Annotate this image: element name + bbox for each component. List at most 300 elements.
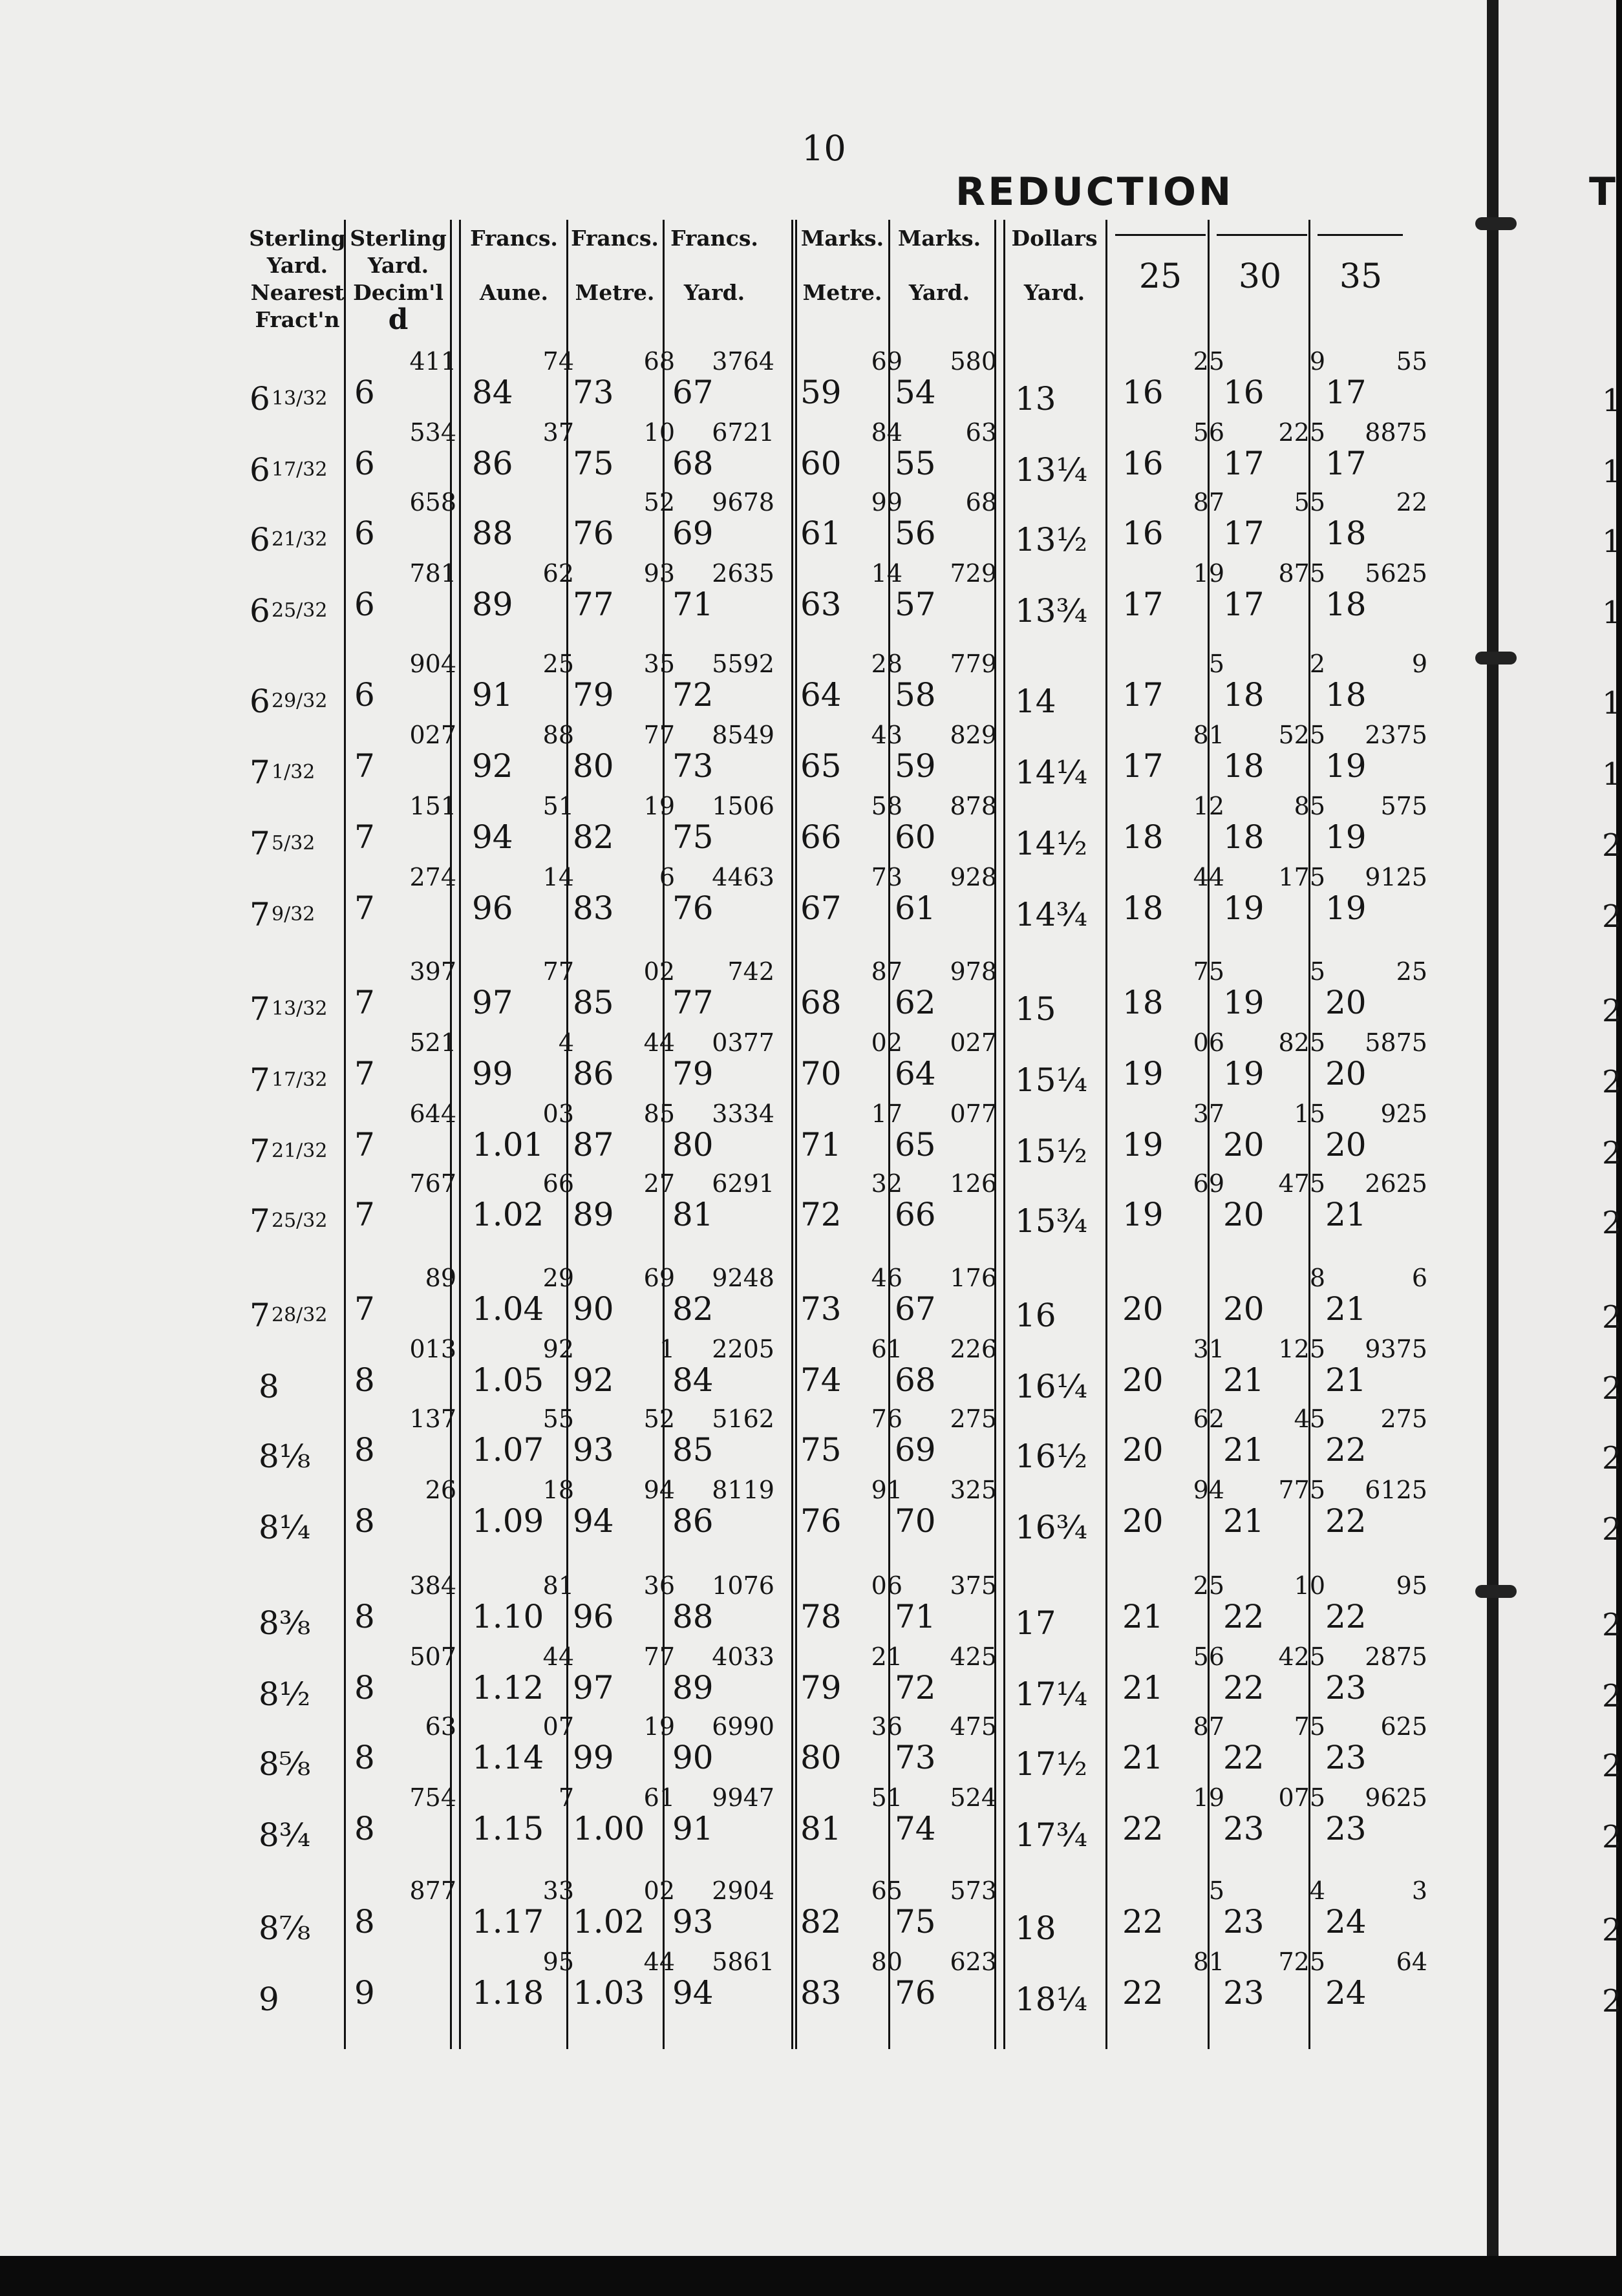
decimal-fraction: 754 (409, 1783, 456, 1812)
dollars-yard-value: 18¼ (1015, 1981, 1088, 2018)
nearest-fraction-part: 17/32 (272, 1068, 328, 1091)
francs-metre-whole: 73 (573, 374, 614, 411)
decimal-fraction: 013 (409, 1335, 456, 1363)
header-francs-aune-top: Francs. (470, 226, 558, 251)
francs-metre-fraction: 35 (643, 650, 675, 678)
decimal-whole: 7 (354, 1196, 375, 1233)
dollars-yard-value: 13¾ (1015, 592, 1088, 630)
pct25-fraction: 87 (1193, 488, 1224, 516)
pct25-whole: 19 (1122, 1055, 1164, 1092)
header-marks-yard-bottom: Yard. (908, 280, 970, 305)
francs-metre-whole: 82 (573, 818, 614, 856)
next-page-digit: 1 (1602, 454, 1622, 490)
francs-metre-whole: 96 (573, 1598, 614, 1635)
marks-yard-whole: 68 (895, 1361, 936, 1399)
marks-yard-fraction: 524 (950, 1783, 997, 1812)
column-rule (1105, 220, 1107, 2049)
nearest-fraction-whole: 6 (250, 451, 270, 489)
column-rule (791, 220, 793, 2049)
marks-yard-whole: 61 (895, 889, 936, 927)
next-page-digit: 2 (1602, 1135, 1622, 1171)
francs-aune-whole: 1.12 (472, 1669, 544, 1706)
marks-yard-whole: 65 (895, 1126, 936, 1164)
marks-yard-fraction: 779 (950, 650, 997, 678)
pct35-whole: 20 (1325, 1055, 1367, 1092)
pct35-whole: 20 (1325, 984, 1367, 1021)
next-page-edge (1499, 0, 1616, 2256)
marks-metre-fraction: 80 (871, 1948, 902, 1976)
header-francs-aune-bottom: Aune. (479, 280, 549, 305)
pct30-fraction: 425 (1278, 1642, 1325, 1671)
francs-metre-fraction: 69 (643, 1264, 675, 1292)
marks-metre-fraction: 14 (871, 559, 902, 588)
marks-metre-fraction: 43 (871, 721, 902, 749)
marks-metre-fraction: 51 (871, 1783, 902, 1812)
francs-metre-fraction: 52 (643, 488, 675, 516)
pct30-fraction: 45 (1294, 1405, 1325, 1433)
header-francs-metre-bottom: Metre. (575, 280, 655, 305)
francs-yard-fraction: 8549 (712, 721, 774, 749)
pct35-whole: 19 (1325, 889, 1367, 927)
marks-metre-whole: 72 (800, 1196, 842, 1233)
marks-yard-whole: 70 (895, 1502, 936, 1540)
francs-metre-fraction: 02 (643, 957, 675, 986)
marks-yard-fraction: 176 (950, 1264, 997, 1292)
francs-aune-fraction: 18 (542, 1476, 574, 1504)
pct35-whole: 21 (1325, 1361, 1367, 1399)
marks-yard-fraction: 829 (950, 721, 997, 749)
marks-yard-whole: 57 (895, 586, 936, 623)
nearest-fraction-whole: 6 (250, 683, 270, 720)
francs-yard-whole: 89 (672, 1669, 714, 1706)
header-sterling-decimal-line: Decim'l (353, 280, 443, 305)
francs-yard-fraction: 9248 (712, 1264, 774, 1292)
marks-metre-whole: 76 (800, 1502, 842, 1540)
marks-yard-whole: 76 (895, 1974, 936, 2012)
francs-aune-fraction: 88 (542, 721, 574, 749)
marks-metre-whole: 81 (800, 1810, 842, 1847)
column-rule (344, 220, 346, 2049)
marks-metre-fraction: 99 (871, 488, 902, 516)
pct25-fraction: 81 (1193, 721, 1224, 749)
marks-yard-fraction: 027 (950, 1028, 997, 1057)
header-sterling-nearest-line: Fract'n (255, 307, 340, 332)
decimal-whole: 8 (354, 1431, 375, 1469)
next-page-digit: 1 (1602, 685, 1622, 721)
francs-aune-whole: 94 (472, 818, 513, 856)
marks-yard-fraction: 475 (950, 1712, 997, 1741)
pct25-fraction: 44 (1193, 863, 1224, 891)
pct25-whole: 17 (1122, 747, 1164, 785)
header-marks-metre-top: Marks. (800, 226, 884, 251)
marks-metre-whole: 65 (800, 747, 842, 785)
decimal-whole: 7 (354, 747, 375, 785)
francs-yard-fraction: 5592 (712, 650, 774, 678)
francs-metre-fraction: 94 (643, 1476, 675, 1504)
pct25-fraction: 06 (1193, 1028, 1224, 1057)
dollars-yard-value: 16¾ (1015, 1509, 1088, 1546)
pct25-whole: 20 (1122, 1502, 1164, 1540)
francs-metre-whole: 75 (573, 445, 614, 482)
francs-aune-fraction: 55 (542, 1405, 574, 1433)
pct30-fraction: 5 (1309, 957, 1325, 986)
francs-metre-whole: 83 (573, 889, 614, 927)
decimal-whole: 8 (354, 1810, 375, 1847)
marks-metre-whole: 73 (800, 1290, 842, 1328)
nearest-fraction-part: 13/32 (272, 997, 328, 1020)
pct25-fraction: 25 (1193, 1571, 1224, 1600)
header-francs-yard-bottom: Yard. (683, 280, 745, 305)
decimal-whole: 6 (354, 676, 375, 714)
francs-yard-fraction: 5861 (712, 1948, 774, 1976)
pct25-fraction: 94 (1193, 1476, 1224, 1504)
marks-yard-whole: 62 (895, 984, 936, 1021)
francs-metre-fraction: 02 (643, 1876, 675, 1905)
page-number: 10 (802, 128, 846, 169)
francs-aune-whole: 1.18 (472, 1974, 544, 2012)
dollars-yard-value: 13 (1015, 380, 1056, 418)
francs-metre-fraction: 1 (659, 1335, 675, 1363)
marks-metre-fraction: 87 (871, 957, 902, 986)
francs-yard-whole: 68 (672, 445, 714, 482)
francs-yard-fraction: 8119 (712, 1476, 774, 1504)
marks-yard-fraction: 63 (965, 418, 997, 447)
header-sterling-nearest-line: Sterling (249, 226, 346, 251)
nearest-fraction: 8½ (259, 1675, 311, 1713)
pct25-whole: 18 (1122, 818, 1164, 856)
marks-metre-fraction: 73 (871, 863, 902, 891)
next-page-digit: 1 (1602, 524, 1622, 560)
column-rule (795, 220, 797, 2049)
francs-aune-fraction: 77 (542, 957, 574, 986)
francs-metre-whole: 80 (573, 747, 614, 785)
decimal-fraction: 411 (409, 347, 456, 376)
decimal-fraction: 137 (409, 1405, 456, 1433)
pct25-whole: 22 (1122, 1810, 1164, 1847)
marks-yard-whole: 69 (895, 1431, 936, 1469)
marks-metre-fraction: 84 (871, 418, 902, 447)
decimal-whole: 6 (354, 374, 375, 411)
nearest-fraction-part: 17/32 (272, 458, 328, 481)
francs-aune-whole: 1.04 (472, 1290, 544, 1328)
pct35-fraction: 5875 (1365, 1028, 1427, 1057)
pct35-whole: 24 (1325, 1903, 1367, 1940)
pct25-fraction: 19 (1193, 559, 1224, 588)
pct30-fraction: 9 (1309, 347, 1325, 376)
next-page-title-fragment: T (1589, 169, 1616, 215)
header-sterling-decimal-line: d (388, 303, 409, 336)
pct30-fraction: 4 (1309, 1876, 1325, 1905)
pct25-whole: 22 (1122, 1974, 1164, 2012)
pct30-fraction: 75 (1294, 1712, 1325, 1741)
pct35-whole: 18 (1325, 676, 1367, 714)
pct25-fraction: 37 (1193, 1100, 1224, 1128)
nearest-fraction: 8¾ (259, 1816, 311, 1854)
dollars-yard-value: 17¼ (1015, 1675, 1088, 1713)
pct35-whole: 19 (1325, 818, 1367, 856)
pct30-whole: 22 (1223, 1739, 1265, 1776)
pct35-fraction: 2375 (1365, 721, 1427, 749)
decimal-fraction: 767 (409, 1169, 456, 1198)
nearest-fraction-whole: 7 (250, 1132, 270, 1170)
pct25-fraction: 62 (1193, 1405, 1224, 1433)
header-francs-metre-top: Francs. (571, 226, 659, 251)
francs-aune-whole: 86 (472, 445, 513, 482)
pct25-whole: 17 (1122, 676, 1164, 714)
dollars-yard-value: 14¾ (1015, 896, 1088, 933)
francs-yard-fraction: 1506 (712, 792, 774, 820)
pct30-whole: 19 (1223, 1055, 1265, 1092)
francs-yard-whole: 77 (672, 984, 714, 1021)
nearest-fraction-part: 9/32 (272, 903, 315, 926)
dollars-yard-value: 16¼ (1015, 1368, 1088, 1405)
header-sterling-nearest-line: Yard. (266, 253, 328, 278)
marks-yard-whole: 74 (895, 1810, 936, 1847)
pct30-fraction: 15 (1294, 1100, 1325, 1128)
pct35-fraction: 25 (1396, 957, 1427, 986)
pct25-fraction: 31 (1193, 1335, 1224, 1363)
pct30-fraction: 2 (1309, 650, 1325, 678)
marks-metre-whole: 75 (800, 1431, 842, 1469)
marks-metre-whole: 74 (800, 1361, 842, 1399)
pct30-fraction: 225 (1278, 418, 1325, 447)
pct30-fraction: 875 (1278, 559, 1325, 588)
francs-metre-whole: 92 (573, 1361, 614, 1399)
pct30-fraction: 10 (1294, 1571, 1325, 1600)
column-rule (1003, 220, 1005, 2049)
marks-metre-fraction: 02 (871, 1028, 902, 1057)
marks-yard-whole: 67 (895, 1290, 936, 1328)
decimal-fraction: 534 (409, 418, 456, 447)
francs-aune-whole: 1.17 (472, 1903, 544, 1940)
decimal-fraction: 26 (425, 1476, 456, 1504)
pct30-whole: 23 (1223, 1974, 1265, 2012)
francs-metre-fraction: 61 (643, 1783, 675, 1812)
marks-metre-fraction: 61 (871, 1335, 902, 1363)
dollars-yard-value: 16½ (1015, 1438, 1088, 1475)
next-page-digit: 2 (1602, 1370, 1622, 1407)
pct25-whole: 16 (1122, 374, 1164, 411)
marks-metre-whole: 83 (800, 1974, 842, 2012)
decimal-whole: 8 (354, 1598, 375, 1635)
francs-metre-whole: 87 (573, 1126, 614, 1164)
marks-metre-fraction: 58 (871, 792, 902, 820)
pct25-fraction: 75 (1193, 957, 1224, 986)
decimal-whole: 6 (354, 445, 375, 482)
francs-metre-fraction: 85 (643, 1100, 675, 1128)
marks-metre-fraction: 46 (871, 1264, 902, 1292)
nearest-fraction-whole: 6 (250, 592, 270, 630)
francs-yard-whole: 84 (672, 1361, 714, 1399)
pct35-fraction: 6 (1411, 1264, 1427, 1292)
nearest-fraction-part: 21/32 (272, 1140, 328, 1162)
nearest-fraction: 8⅞ (259, 1909, 311, 1947)
francs-aune-fraction: 03 (542, 1100, 574, 1128)
marks-metre-fraction: 69 (871, 347, 902, 376)
header-pct-25: 25 (1138, 257, 1182, 296)
francs-yard-whole: 76 (672, 889, 714, 927)
marks-metre-fraction: 36 (871, 1712, 902, 1741)
bracket-rule (1217, 234, 1307, 236)
marks-yard-fraction: 126 (950, 1169, 997, 1198)
marks-metre-whole: 68 (800, 984, 842, 1021)
francs-aune-fraction: 44 (542, 1642, 574, 1671)
nearest-fraction-part: 25/32 (272, 599, 328, 622)
francs-aune-whole: 99 (472, 1055, 513, 1092)
marks-yard-whole: 71 (895, 1598, 936, 1635)
francs-aune-whole: 92 (472, 747, 513, 785)
nearest-fraction-whole: 7 (250, 825, 270, 862)
pct30-fraction: 825 (1278, 1028, 1325, 1057)
marks-metre-whole: 71 (800, 1126, 842, 1164)
header-dollars-yard-bottom: Yard. (1023, 280, 1085, 305)
pct25-fraction: 69 (1193, 1169, 1224, 1198)
marks-yard-fraction: 878 (950, 792, 997, 820)
dollars-yard-value: 17½ (1015, 1745, 1088, 1783)
marks-yard-fraction: 425 (950, 1642, 997, 1671)
pct30-fraction: 475 (1278, 1169, 1325, 1198)
marks-metre-fraction: 06 (871, 1571, 902, 1600)
francs-aune-whole: 84 (472, 374, 513, 411)
marks-metre-whole: 67 (800, 889, 842, 927)
decimal-whole: 8 (354, 1502, 375, 1540)
next-page-digit: 2 (1602, 993, 1622, 1029)
pct35-whole: 21 (1325, 1290, 1367, 1328)
header-pct-35: 35 (1339, 257, 1383, 296)
pct25-fraction: 87 (1193, 1712, 1224, 1741)
francs-metre-whole: 1.03 (573, 1974, 645, 2012)
next-page-digit: 1 (1602, 383, 1622, 419)
page-title: REDUCTION (955, 169, 1234, 215)
marks-yard-whole: 58 (895, 676, 936, 714)
francs-metre-fraction: 36 (643, 1571, 675, 1600)
francs-aune-fraction: 81 (542, 1571, 574, 1600)
francs-yard-fraction: 6990 (712, 1712, 774, 1741)
francs-aune-whole: 1.07 (472, 1431, 544, 1469)
pct30-whole: 20 (1223, 1126, 1265, 1164)
nearest-fraction-whole: 7 (250, 1061, 270, 1099)
francs-yard-fraction: 5162 (712, 1405, 774, 1433)
nearest-fraction-part: 25/32 (272, 1209, 328, 1232)
francs-yard-fraction: 2205 (712, 1335, 774, 1363)
pct35-fraction: 9625 (1365, 1783, 1427, 1812)
marks-metre-whole: 61 (800, 515, 842, 552)
decimal-whole: 7 (354, 1290, 375, 1328)
pct30-whole: 22 (1223, 1669, 1265, 1706)
pct35-whole: 18 (1325, 515, 1367, 552)
decimal-whole: 8 (354, 1361, 375, 1399)
next-page-digit: 2 (1602, 1064, 1622, 1100)
pct25-fraction: 19 (1193, 1783, 1224, 1812)
pct35-whole: 21 (1325, 1196, 1367, 1233)
francs-aune-whole: 1.10 (472, 1598, 544, 1635)
decimal-fraction: 644 (409, 1100, 456, 1128)
marks-yard-fraction: 325 (950, 1476, 997, 1504)
pct25-whole: 19 (1122, 1126, 1164, 1164)
francs-aune-fraction: 25 (542, 650, 574, 678)
marks-yard-fraction: 077 (950, 1100, 997, 1128)
pct35-fraction: 575 (1380, 792, 1427, 820)
pct35-fraction: 8875 (1365, 418, 1427, 447)
francs-aune-whole: 97 (472, 984, 513, 1021)
dollars-yard-value: 17¾ (1015, 1816, 1088, 1854)
decimal-fraction: 658 (409, 488, 456, 516)
next-page-digit: 1 (1602, 595, 1622, 631)
pct35-fraction: 275 (1380, 1405, 1427, 1433)
francs-aune-whole: 1.15 (472, 1810, 544, 1847)
marks-yard-whole: 55 (895, 445, 936, 482)
francs-aune-whole: 96 (472, 889, 513, 927)
next-page-digit: 2 (1602, 1748, 1622, 1784)
francs-aune-fraction: 07 (542, 1712, 574, 1741)
francs-yard-whole: 80 (672, 1126, 714, 1164)
marks-yard-fraction: 226 (950, 1335, 997, 1363)
pct35-whole: 18 (1325, 586, 1367, 623)
marks-yard-whole: 64 (895, 1055, 936, 1092)
marks-yard-whole: 59 (895, 747, 936, 785)
pct25-whole: 20 (1122, 1431, 1164, 1469)
francs-aune-whole: 1.01 (472, 1126, 544, 1164)
francs-aune-fraction: 33 (542, 1876, 574, 1905)
pct35-whole: 24 (1325, 1974, 1367, 2012)
pct30-whole: 17 (1223, 586, 1265, 623)
francs-aune-fraction: 14 (542, 863, 574, 891)
marks-yard-fraction: 573 (950, 1876, 997, 1905)
pct30-whole: 16 (1223, 374, 1265, 411)
pct35-whole: 23 (1325, 1739, 1367, 1776)
francs-metre-whole: 90 (573, 1290, 614, 1328)
francs-yard-fraction: 2904 (712, 1876, 774, 1905)
decimal-whole: 8 (354, 1903, 375, 1940)
francs-yard-fraction: 3764 (712, 347, 774, 376)
dollars-yard-value: 15½ (1015, 1132, 1088, 1170)
francs-metre-whole: 76 (573, 515, 614, 552)
francs-yard-fraction: 9678 (712, 488, 774, 516)
francs-yard-fraction: 1076 (712, 1571, 774, 1600)
francs-aune-fraction: 37 (542, 418, 574, 447)
marks-yard-whole: 60 (895, 818, 936, 856)
pct25-fraction: 5 (1208, 650, 1224, 678)
pct35-fraction: 5625 (1365, 559, 1427, 588)
pct30-whole: 17 (1223, 515, 1265, 552)
nearest-fraction-whole: 7 (250, 990, 270, 1028)
pct30-fraction: 8 (1309, 1264, 1325, 1292)
marks-metre-fraction: 28 (871, 650, 902, 678)
francs-yard-whole: 75 (672, 818, 714, 856)
francs-yard-whole: 79 (672, 1055, 714, 1092)
marks-yard-fraction: 978 (950, 957, 997, 986)
pct25-fraction: 5 (1208, 1876, 1224, 1905)
next-page-digit: 2 (1602, 1205, 1622, 1241)
decimal-whole: 8 (354, 1669, 375, 1706)
marks-yard-fraction: 928 (950, 863, 997, 891)
header-marks-metre-bottom: Metre. (802, 280, 882, 305)
pct30-whole: 21 (1223, 1361, 1265, 1399)
decimal-whole: 7 (354, 818, 375, 856)
dollars-yard-value: 15¼ (1015, 1061, 1088, 1099)
pct35-fraction: 2625 (1365, 1169, 1427, 1198)
francs-metre-whole: 1.02 (573, 1903, 645, 1940)
pct35-whole: 17 (1325, 445, 1367, 482)
dollars-yard-value: 13¼ (1015, 451, 1088, 489)
pct25-whole: 20 (1122, 1290, 1164, 1328)
francs-yard-whole: 72 (672, 676, 714, 714)
marks-metre-whole: 63 (800, 586, 842, 623)
decimal-fraction: 384 (409, 1571, 456, 1600)
header-pct-30: 30 (1238, 257, 1282, 296)
pct25-fraction: 56 (1193, 418, 1224, 447)
pct25-whole: 17 (1122, 586, 1164, 623)
